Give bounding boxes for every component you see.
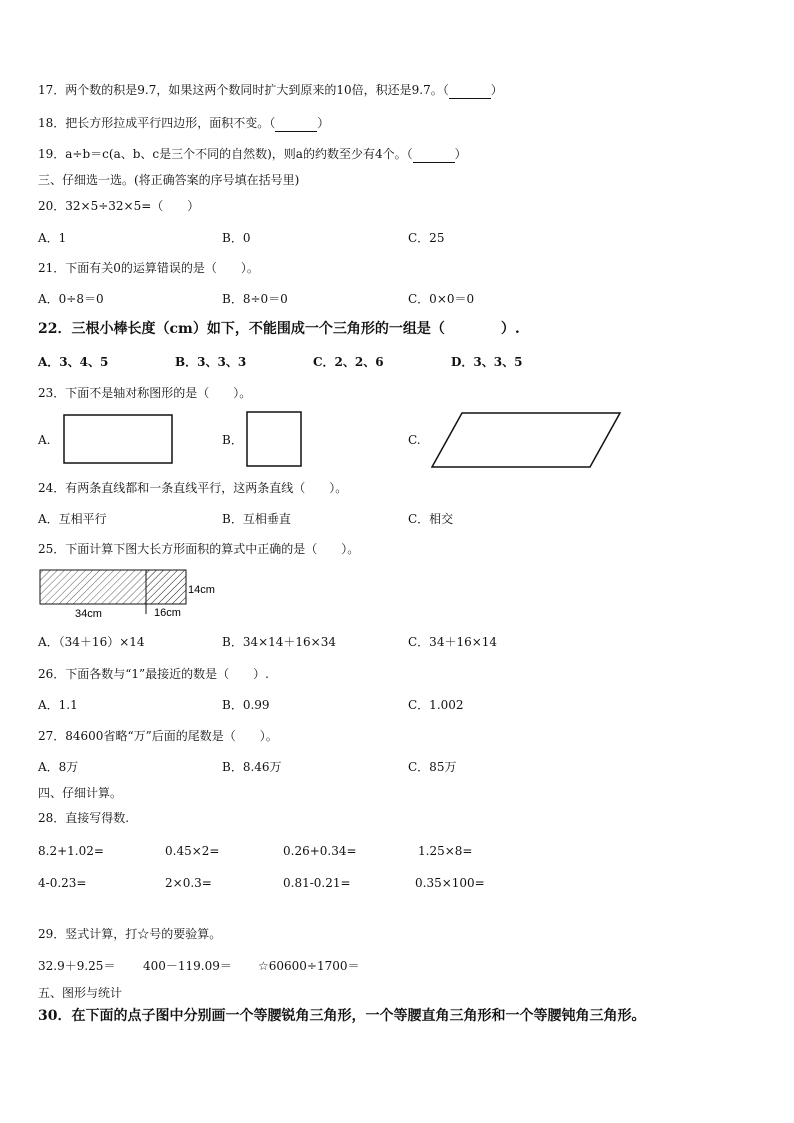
answer-blank[interactable] xyxy=(275,115,317,132)
option-b[interactable]: B．3、3、3 xyxy=(175,355,247,369)
question-26: 26．下面各数与“1”最接近的数是（ ）. xyxy=(38,667,269,681)
question-17: 17．两个数的积是9.7，如果这两个数同时扩大到原来的10倍，积还是9.7。（ ） xyxy=(38,83,503,97)
option-b[interactable]: B．8.46万 xyxy=(222,760,282,774)
vertical-calc-item[interactable]: 400－119.09＝ xyxy=(143,959,232,973)
question-27: 27．84600省略“万”后面的尾数是（ ）。 xyxy=(38,729,278,743)
option-c[interactable]: C．85万 xyxy=(408,760,457,774)
option-a[interactable]: A．8万 xyxy=(38,760,79,774)
parallelogram-figure xyxy=(430,411,622,469)
question-22: 22．三根小棒长度（cm）如下，不能围成一个三角形的一组是（ ）. xyxy=(38,321,520,337)
option-a[interactable]: A．1 xyxy=(38,231,67,245)
option-c[interactable]: C．1.002 xyxy=(408,698,464,712)
question-24: 24．有两条直线都和一条直线平行，这两条直线（ ）。 xyxy=(38,481,348,495)
question-20: 20．32×5÷32×5=（ ） xyxy=(38,199,200,213)
question-30: 30．在下面的点子图中分别画一个等腰锐角三角形，一个等腰直角三角形和一个等腰钝角三角形。 xyxy=(38,1008,646,1024)
right-length-label: 16cm xyxy=(154,607,181,619)
wide-rectangle-figure xyxy=(63,414,173,464)
option-b[interactable]: B．8÷0＝0 xyxy=(222,292,288,306)
option-d[interactable]: D．3、3、5 xyxy=(451,355,523,369)
option-c[interactable]: C．相交 xyxy=(408,512,454,526)
question-25: 25．下面计算下图大长方形面积的算式中正确的是（ ）。 xyxy=(38,542,360,556)
option-c[interactable]: C．34＋16×14 xyxy=(408,635,498,649)
question-18: 18．把长方形拉成平行四边形，面积不变。（ ） xyxy=(38,116,330,130)
section-3-heading: 三、仔细选一选。(将正确答案的序号填在括号里) xyxy=(38,173,300,187)
question-19: 19．a÷b＝c(a、b、c是三个不同的自然数)，则a的约数至少有4个。（ ） xyxy=(38,147,467,161)
option-a[interactable]: A．互相平行 xyxy=(38,512,107,526)
option-a[interactable]: A．（34＋16）×14 xyxy=(38,635,145,649)
question-29: 29．竖式计算，打☆号的要验算。 xyxy=(38,927,222,941)
option-c[interactable]: C．25 xyxy=(408,231,445,245)
option-c[interactable]: C．0×0＝0 xyxy=(408,292,475,306)
option-b[interactable]: B． xyxy=(222,433,243,447)
answer-blank[interactable] xyxy=(449,82,491,99)
question-28: 28．直接写得数. xyxy=(38,811,130,825)
hatched-rectangle-figure xyxy=(38,568,228,623)
calc-item[interactable]: 4-0.23= xyxy=(38,876,87,890)
calc-item[interactable]: 0.35×100= xyxy=(415,876,485,890)
question-21: 21．下面有关0的运算错误的是（ ）。 xyxy=(38,261,259,275)
calc-item[interactable]: 1.25×8= xyxy=(418,844,473,858)
square-figure xyxy=(246,411,302,467)
option-a[interactable]: A．0÷8＝0 xyxy=(38,292,104,306)
calc-item[interactable]: 8.2+1.02= xyxy=(38,844,104,858)
option-a[interactable]: A．3、4、5 xyxy=(38,355,109,369)
answer-blank[interactable] xyxy=(413,146,455,163)
section-5-heading: 五、图形与统计 xyxy=(38,986,123,1000)
left-length-label: 34cm xyxy=(75,608,102,620)
option-c[interactable]: C. xyxy=(408,433,421,447)
vertical-calc-item[interactable]: 32.9＋9.25＝ xyxy=(38,959,116,973)
option-b[interactable]: B．互相垂直 xyxy=(222,512,291,526)
option-b[interactable]: B．0 xyxy=(222,231,251,245)
option-c[interactable]: C．2、2、6 xyxy=(313,355,384,369)
calc-item[interactable]: 0.26+0.34= xyxy=(283,844,357,858)
question-23: 23．下面不是轴对称图形的是（ ）。 xyxy=(38,386,252,400)
section-4-heading: 四、仔细计算。 xyxy=(38,786,123,800)
height-label: 14cm xyxy=(188,584,215,596)
option-b[interactable]: B．0.99 xyxy=(222,698,270,712)
vertical-calc-item[interactable]: ☆60600÷1700＝ xyxy=(258,959,360,973)
calc-item[interactable]: 0.81-0.21= xyxy=(283,876,351,890)
calc-item[interactable]: 2×0.3= xyxy=(165,876,212,890)
option-a[interactable]: A．1.1 xyxy=(38,698,78,712)
calc-item[interactable]: 0.45×2= xyxy=(165,844,220,858)
option-a[interactable]: A. xyxy=(38,433,51,447)
option-b[interactable]: B．34×14＋16×34 xyxy=(222,635,337,649)
